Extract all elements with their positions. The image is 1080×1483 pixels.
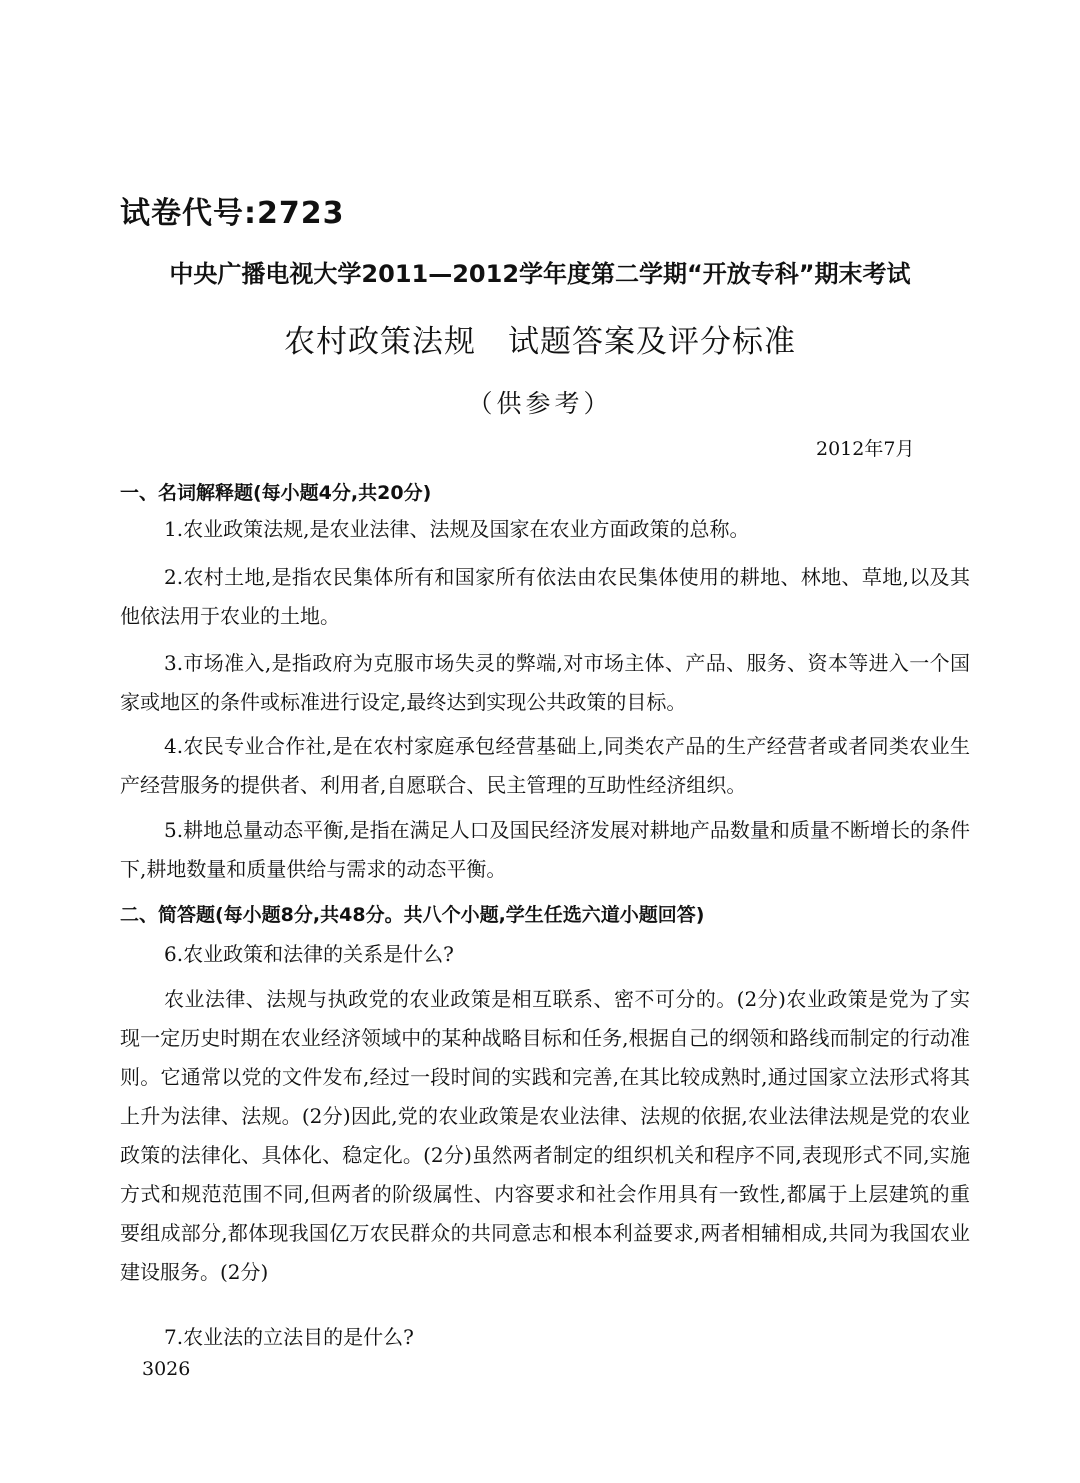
section-heading-definitions: 一、名词解释题(每小题4分,共20分)	[120, 482, 432, 504]
definition-item: 4.农民专业合作社,是在农村家庭承包经营基础上,同类农产品的生产经营者或者同类农业生产经营服务的提供者、利用者,自愿联合、民主管理的互助性经济组织。	[120, 734, 970, 797]
question-7: 7.农业法的立法目的是什么?	[164, 1325, 414, 1349]
page-number: 3026	[142, 1358, 191, 1380]
definition-item: 1.农业政策法规,是农业法律、法规及国家在农业方面政策的总称。	[164, 517, 750, 541]
page-subtitle: （供参考）	[467, 389, 613, 418]
question-6: 6.农业政策和法律的关系是什么?	[164, 942, 454, 966]
definition-item: 5.耕地总量动态平衡,是指在满足人口及国民经济发展对耕地产品数量和质量不断增长的条件下,耕地数量和质量供给与需求的动态平衡。	[120, 818, 970, 881]
exam-header: 中央广播电视大学2011—2012学年度第二学期“开放专科”期末考试	[169, 260, 911, 288]
definition-item: 2.农村土地,是指农民集体所有和国家所有依法由农民集体使用的耕地、林地、草地,以及其他依法用于农业的土地。	[120, 565, 970, 628]
definition-item: 3.市场准入,是指政府为克服市场失灵的弊端,对市场主体、产品、服务、资本等进入一个国家或地区的条件或标准进行设定,最终达到实现公共政策的目标。	[120, 651, 970, 714]
paper-code: 试卷代号:2723	[120, 196, 345, 231]
section-heading-short-answer: 二、简答题(每小题8分,共48分。共八个小题,学生任选六道小题回答)	[120, 904, 705, 926]
exam-date: 2012年7月	[816, 438, 915, 460]
page-title: 农村政策法规 试题答案及评分标准	[284, 324, 796, 360]
answer-6: 农业法律、法规与执政党的农业政策是相互联系、密不可分的。(2分)农业政策是党为了实现一定历史时期在农业经济领域中的某种战略目标和任务,根据自己的纲领和路线而制定的行动准则。它通常以党的文件发布,经过一段时间的实践和完善,在其比较成熟时,通过国家立法形式将其上升为法律、法规。(2分)因此,党的农业政策是农业法律、法规的依据,农业法律法规是党的农业政策的法律化、具体化、稳定化。(2分)虽然两者制定的组织机关和程序不同,表现形式不同,实施方式和规范范围不同,但两者的阶级属性、内容要求和社会作用具有一致性,都属于上层建筑的重要组成部分,都体现我国亿万农民群众的共同意志和根本利益要求,两者相辅相成,共同为我国农业建设服务。(2分)	[120, 987, 970, 1284]
